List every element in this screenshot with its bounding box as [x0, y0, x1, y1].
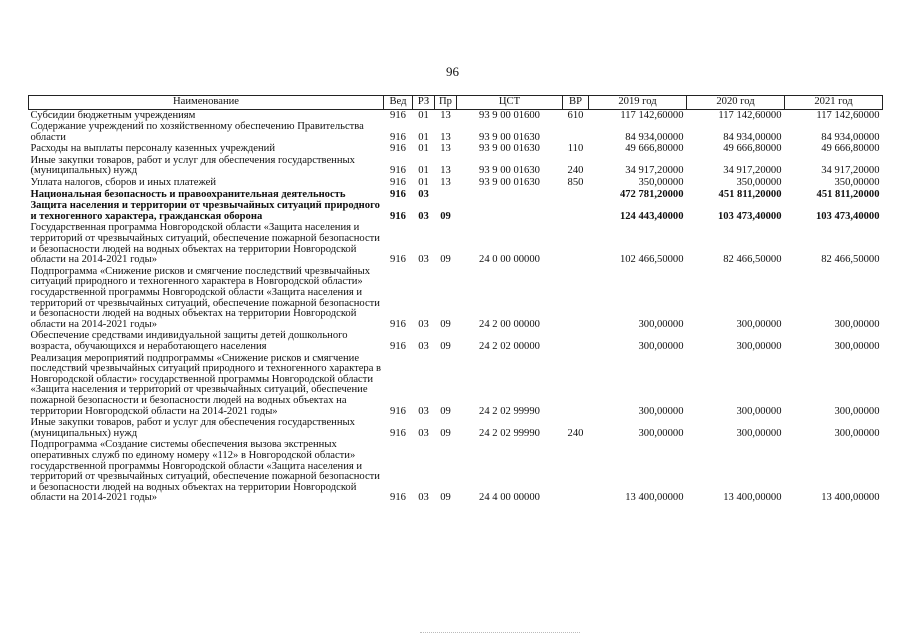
cell-vr: [563, 201, 589, 223]
cell-y2021: 350,00000: [834, 177, 880, 189]
cell-cst: [457, 201, 563, 223]
cell-name: Иные закупки товаров, работ и услуг для обеспечения государственных (муниципальных) нужд: [30, 154, 355, 177]
cell-cst: 93 9 00 01600: [479, 109, 540, 121]
cell-rz: 03: [418, 188, 429, 200]
cell-name: Защита населения и территории от чрезвычайных ситуаций природного и техногенного характера, гражданская оборона: [30, 200, 380, 222]
cell-pr: 09: [440, 318, 451, 330]
cell-pr: 13: [440, 143, 451, 155]
header-2021: 2021 год: [785, 96, 883, 110]
cell-y2020: 82 466,50000: [723, 254, 782, 266]
cell-ved: 916: [390, 188, 406, 200]
cell-y2019: 350,00000: [638, 177, 684, 189]
cell-ved: 916: [390, 109, 406, 121]
table-body: [29, 110, 883, 505]
cell-y2020: 103 473,40000: [717, 210, 782, 222]
cell-vr: [563, 223, 589, 266]
cell-cst: 24 0 00 00000: [479, 254, 540, 266]
table-row: [29, 418, 883, 440]
cell-name: Государственная программа Новгородской области «Защита населения и территорий от чрезвычайных ситуаций, обеспечение пожарной безопасности и безопасности людей на водных объектах на территории Новгородской области на 2014-2021 годы»: [30, 222, 380, 266]
cell-y2021: 84 934,00000: [821, 131, 880, 143]
cell-ved: 916: [390, 177, 406, 189]
cell-cst: 93 9 00 01630: [479, 143, 540, 155]
cell-rz: 01: [418, 177, 429, 189]
cell-name: Содержание учреждений по хозяйственному обеспечению Правительства области: [30, 121, 364, 143]
cell-name: Подпрограмма «Снижение рисков и смягчение последствий чрезвычайных ситуаций природного и техногенного характера в Новгородской области» государственной программы Новгородской области «Защита населения и территорий от чрезвычайных ситуаций, обеспечение пожарной безопасности и безопасности людей на водных объектах на территории Новгородской области на 2014-2021 годы»: [30, 265, 380, 330]
table-row: [29, 266, 883, 331]
table-row: [29, 440, 883, 505]
cell-rz: 03: [418, 405, 429, 417]
cell-y2021: 13 400,00000: [821, 492, 880, 504]
cell-y2021: 451 811,20000: [816, 188, 880, 200]
cell-name: Подпрограмма «Создание системы обеспечения вызова экстренных оперативных служб по единому номеру «112» в Новгородской области» государственной программы Новгородской области «Защита населения и территорий от чрезвычайных ситуаций, обеспечение пожарной безопасности и безопасности людей на водных объектах на территории Новгородской области на 2014-2021 годы»: [30, 439, 380, 504]
cell-rz: 03: [418, 318, 429, 330]
cell-y2021: 300,00000: [834, 318, 880, 330]
cell-name: Расходы на выплаты персоналу казенных учреждений: [30, 143, 275, 155]
cell-rz: 01: [418, 131, 429, 143]
cell-vr: [563, 331, 589, 353]
cell-y2020: 451 811,20000: [718, 188, 782, 200]
cell-y2019: 34 917,20000: [625, 165, 684, 177]
cell-ved: 916: [390, 405, 406, 417]
table-row: [29, 178, 883, 190]
cell-pr: 13: [440, 165, 451, 177]
cell-rz: 01: [418, 165, 429, 177]
cell-pr: 13: [440, 109, 451, 121]
cell-pr: 09: [440, 405, 451, 417]
cell-pr: 09: [440, 427, 451, 439]
cell-pr: 09: [440, 210, 451, 222]
cell-y2019: 124 443,40000: [619, 210, 684, 222]
cell-cst: [457, 189, 563, 201]
table-row: [29, 122, 883, 144]
cell-vr: 610: [567, 109, 584, 121]
cell-vr: [563, 266, 589, 331]
cell-pr: 09: [440, 254, 451, 266]
cell-vr: [563, 440, 589, 505]
header-pr: Пр: [435, 96, 457, 110]
cell-name: Субсидии бюджетным учреждениям: [30, 109, 196, 121]
cell-ved: 916: [390, 131, 406, 143]
header-ved: Вед: [384, 96, 413, 110]
table-row: [29, 223, 883, 266]
table-row: [29, 353, 883, 418]
header-2019: 2019 год: [589, 96, 687, 110]
cell-y2020: 34 917,20000: [723, 165, 782, 177]
header-name: Наименование: [29, 96, 384, 110]
cell-y2021: 300,00000: [834, 340, 880, 352]
cell-rz: 01: [418, 109, 429, 121]
cell-pr: [435, 189, 457, 201]
cell-rz: 03: [418, 340, 429, 352]
cell-y2021: 49 666,80000: [821, 143, 880, 155]
cell-y2021: 103 473,40000: [815, 210, 880, 222]
cell-y2019: 300,00000: [638, 405, 684, 417]
cell-pr: 09: [440, 492, 451, 504]
table-row: [29, 155, 883, 177]
cell-cst: 24 2 00 00000: [479, 318, 540, 330]
cell-vr: 110: [567, 143, 584, 155]
cell-ved: 916: [390, 165, 406, 177]
cell-pr: 13: [440, 177, 451, 189]
table-row: [29, 331, 883, 353]
table-row: [29, 110, 883, 122]
cell-ved: 916: [390, 427, 406, 439]
cell-y2020: 300,00000: [736, 405, 782, 417]
cell-y2021: 82 466,50000: [821, 254, 880, 266]
header-cst: ЦСТ: [457, 96, 563, 110]
cell-pr: 09: [440, 340, 451, 352]
cell-rz: 03: [418, 492, 429, 504]
cell-vr: 240: [567, 427, 584, 439]
cell-y2021: 300,00000: [834, 427, 880, 439]
cell-cst: 24 2 02 99990: [479, 427, 540, 439]
cell-cst: 24 4 00 00000: [479, 492, 540, 504]
cell-y2021: 34 917,20000: [821, 165, 880, 177]
cell-y2019: 300,00000: [638, 427, 684, 439]
table-row: [29, 144, 883, 156]
cell-y2020: 84 934,00000: [723, 131, 782, 143]
cell-rz: 03: [418, 254, 429, 266]
cell-y2020: 300,00000: [736, 318, 782, 330]
table-row: [29, 189, 883, 201]
cell-vr: [563, 122, 589, 144]
cell-rz: 01: [418, 143, 429, 155]
cell-name: Национальная безопасность и правоохранительная деятельность: [30, 188, 346, 200]
cell-y2020: 350,00000: [736, 177, 782, 189]
cell-y2021: 300,00000: [834, 405, 880, 417]
cell-y2019: 117 142,60000: [620, 109, 684, 121]
cell-cst: 24 2 02 99990: [479, 405, 540, 417]
cell-y2019: 300,00000: [638, 318, 684, 330]
cell-cst: 93 9 00 01630: [479, 165, 540, 177]
header-row: [29, 96, 883, 110]
cell-y2021: 117 142,60000: [816, 109, 880, 121]
cell-name: Иные закупки товаров, работ и услуг для обеспечения государственных (муниципальных) нужд: [30, 417, 355, 439]
cell-cst: 24 2 02 00000: [479, 340, 540, 352]
cell-y2020: 13 400,00000: [723, 492, 782, 504]
header-vr: ВР: [563, 96, 589, 110]
scan-artifact: [420, 632, 580, 635]
cell-ved: 916: [390, 143, 406, 155]
cell-y2020: 49 666,80000: [723, 143, 782, 155]
cell-name: Уплата налогов, сборов и иных платежей: [30, 177, 217, 189]
cell-ved: 916: [390, 210, 406, 222]
cell-vr: 240: [567, 165, 584, 177]
cell-ved: 916: [390, 340, 406, 352]
cell-vr: 850: [567, 177, 584, 189]
cell-y2019: 84 934,00000: [625, 131, 684, 143]
cell-y2019: 472 781,20000: [619, 188, 684, 200]
cell-name: Обеспечение средствами индивидуальной защиты детей дошкольного возраста, обучающихся и неработающего населения: [30, 330, 348, 352]
cell-y2019: 300,00000: [638, 340, 684, 352]
cell-y2019: 102 466,50000: [619, 254, 684, 266]
cell-ved: 916: [390, 318, 406, 330]
header-2020: 2020 год: [687, 96, 785, 110]
cell-vr: [563, 189, 589, 201]
budget-table: [28, 95, 883, 504]
cell-ved: 916: [390, 492, 406, 504]
cell-cst: 93 9 00 01630: [479, 177, 540, 189]
cell-y2019: 13 400,00000: [625, 492, 684, 504]
cell-y2020: 300,00000: [736, 427, 782, 439]
header-rz: РЗ: [413, 96, 435, 110]
cell-cst: 93 9 00 01630: [479, 131, 540, 143]
cell-name: Реализация мероприятий подпрограммы «Снижение рисков и смягчение последствий чрезвычайных ситуаций природного и техногенного характера в Новгородской области» государственной программы Новгородской области «Защита населения и территорий от чрезвычайных ситуаций, обеспечение пожарной безопасности и безопасности людей на водных объектах на территории Новгородской области на 2014-2021 годы»: [30, 352, 382, 417]
cell-rz: 03: [418, 427, 429, 439]
cell-y2020: 300,00000: [736, 340, 782, 352]
cell-vr: [563, 353, 589, 418]
cell-y2020: 117 142,60000: [718, 109, 782, 121]
page-number: 96: [446, 64, 459, 79]
cell-rz: 03: [418, 210, 429, 222]
cell-pr: 13: [440, 131, 451, 143]
cell-ved: 916: [390, 254, 406, 266]
cell-y2019: 49 666,80000: [625, 143, 684, 155]
table-row: [29, 201, 883, 223]
